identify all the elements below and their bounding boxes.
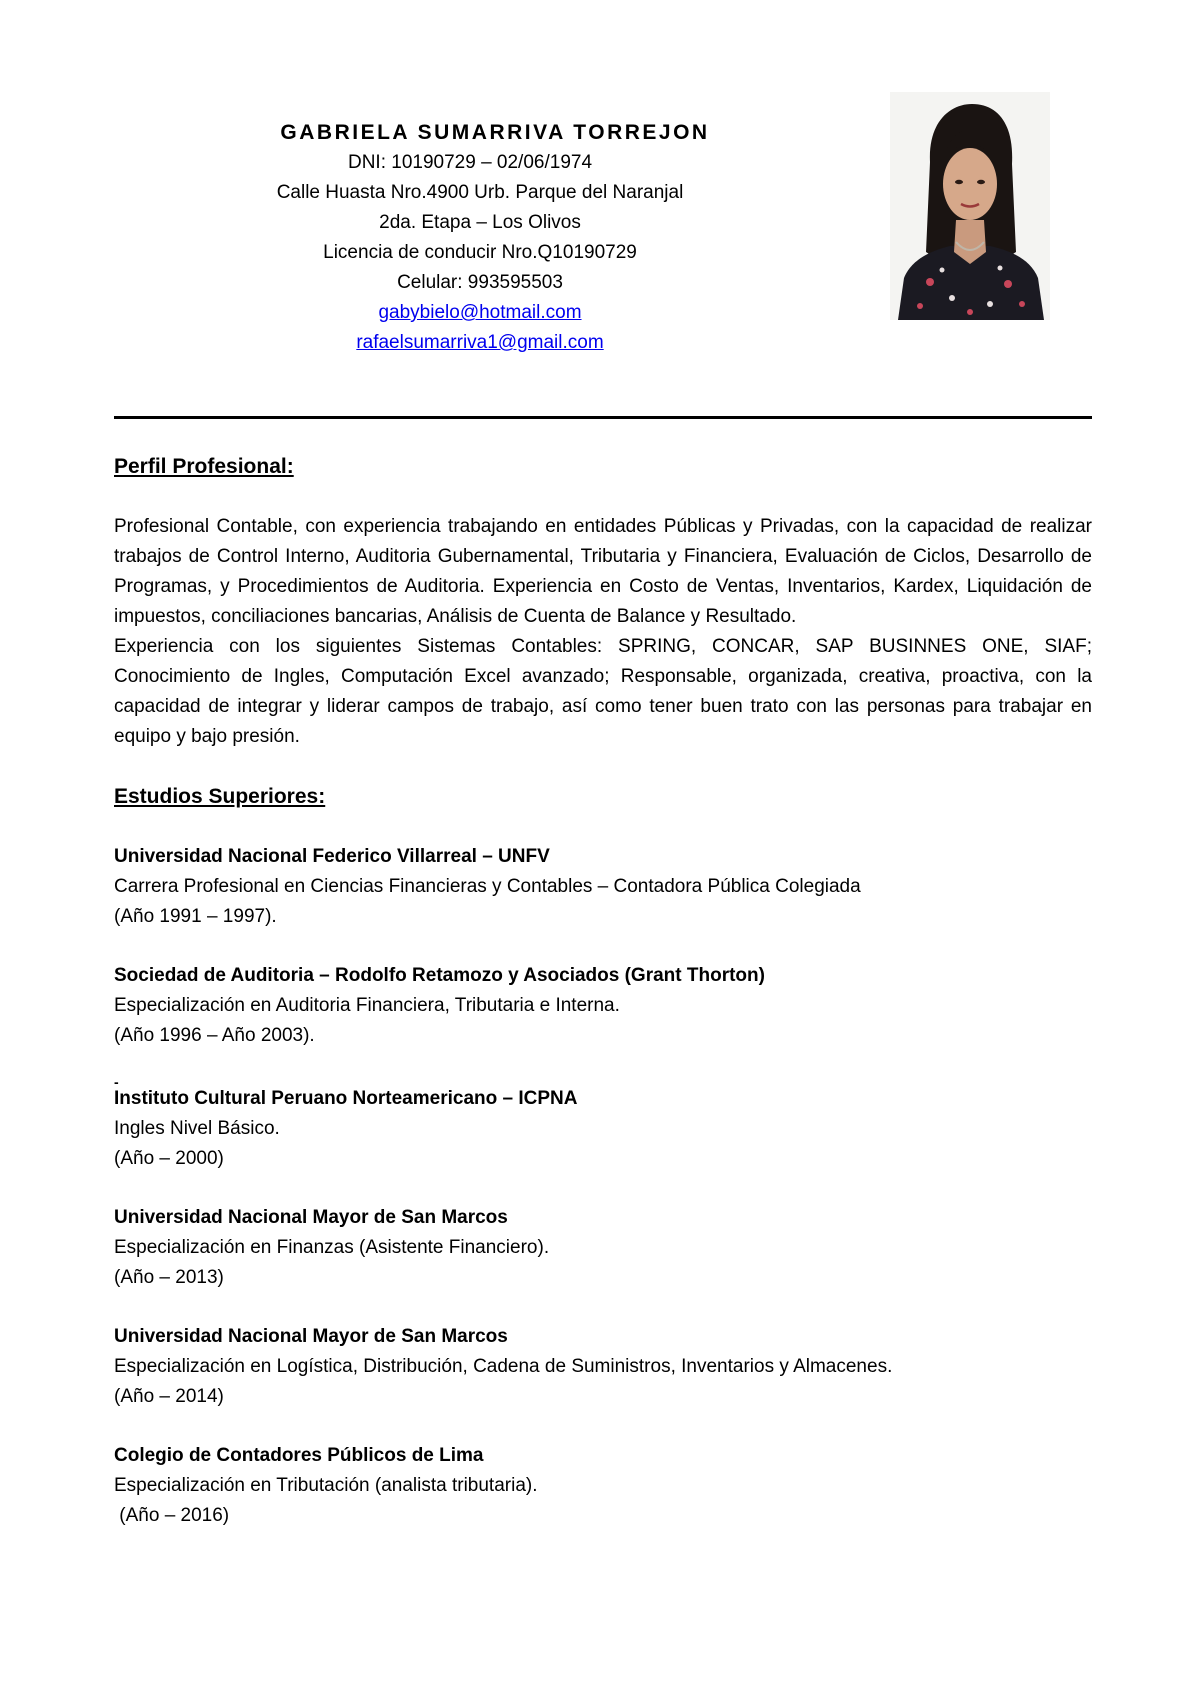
study-period: (Año 1996 – Año 2003).	[114, 1025, 315, 1046]
full-name: GABRIELA SUMARRIVA TORREJON	[280, 121, 710, 144]
study-period: (Año – 2016)	[114, 1505, 230, 1526]
institution-name: Universidad Nacional Mayor de San Marcos	[114, 1207, 508, 1228]
study-description: Carrera Profesional en Ciencias Financieras y Contables – Contadora Pública Colegiada	[114, 876, 861, 897]
education-item	[114, 1322, 1092, 1412]
institution-name: Universidad Nacional Mayor de San Marcos	[114, 1326, 508, 1347]
contact-header	[115, 118, 845, 358]
dni-line: DNI: 10190729 – 02/06/1974	[347, 152, 593, 173]
institution-name: Sociedad de Auditoria – Rodolfo Retamozo y Asociados (Grant Thorton)	[114, 965, 765, 986]
education-item	[114, 961, 1092, 1051]
institution-name: Colegio de Contadores Públicos de Lima	[114, 1445, 484, 1466]
study-description: Especialización en Finanzas (Asistente Financiero).	[114, 1237, 550, 1258]
education-item	[114, 1441, 1092, 1531]
study-description: Especialización en Tributación (analista tributaria).	[114, 1475, 538, 1496]
study-description: Especialización en Logística, Distribución, Cadena de Suministros, Inventarios y Almacenes.	[114, 1356, 893, 1377]
stray-mark: -	[114, 1074, 119, 1090]
study-description: Ingles Nivel Básico.	[114, 1118, 280, 1139]
perfil-paragraph-1: Profesional Contable, con experiencia trabajando en entidades Públicas y Privadas, con la capacidad de realizar trabajos de Control Interno, Auditoria Gubernamental, Tributaria y Financiera, Evaluación de Ciclos, Desarrollo de Programas, y Procedimientos de Auditoria. Experiencia en Costo de Ventas, Inventarios, Kardex, Liquidación de impuestos, conciliaciones bancarias, Análisis de Cuenta de Balance y Resultado.	[114, 516, 1092, 627]
profile-photo	[890, 92, 1050, 320]
perfil-paragraph-2: Experiencia con los siguientes Sistemas Contables: SPRING, CONCAR, SAP BUSINNES ONE, SIAF; Conocimiento de Ingles, Computación Excel avanzado; Responsable, organizada, creativa, proactiva, con la capacidad de integrar y liderar campos de trabajo, así como tener buen trato con las personas para trabajar en equipo y bajo presión.	[114, 636, 1092, 747]
institution-name: Universidad Nacional Federico Villarreal – UNFV	[114, 846, 550, 867]
email-link-2[interactable]: rafaelsumarriva1@gmail.com	[356, 332, 604, 353]
study-period: (Año 1991 – 1997).	[114, 906, 277, 927]
phone-line: Celular: 993595503	[397, 272, 563, 293]
header-divider	[114, 416, 1092, 419]
education-item	[114, 842, 1092, 932]
address-line-1: Calle Huasta Nro.4900 Urb. Parque del Naranjal	[276, 182, 684, 203]
estudios-title: Estudios Superiores:	[114, 785, 326, 808]
email-link-1[interactable]: gabybielo@hotmail.com	[378, 302, 582, 323]
study-description: Especialización en Auditoria Financiera, Tributaria e Interna.	[114, 995, 620, 1016]
main-content	[114, 452, 1092, 1531]
institution-name: Instituto Cultural Peruano Norteamericano – ICPNA	[114, 1088, 578, 1109]
study-period: (Año – 2000)	[114, 1148, 224, 1169]
study-period: (Año – 2014)	[114, 1386, 224, 1407]
portrait-icon	[890, 92, 1050, 320]
perfil-title: Perfil Profesional:	[114, 455, 294, 478]
education-item	[114, 1074, 1092, 1174]
study-period: (Año – 2013)	[114, 1267, 224, 1288]
license-line: Licencia de conducir Nro.Q10190729	[323, 242, 637, 263]
address-line-2: 2da. Etapa – Los Olivos	[379, 212, 581, 233]
education-item	[114, 1203, 1092, 1293]
